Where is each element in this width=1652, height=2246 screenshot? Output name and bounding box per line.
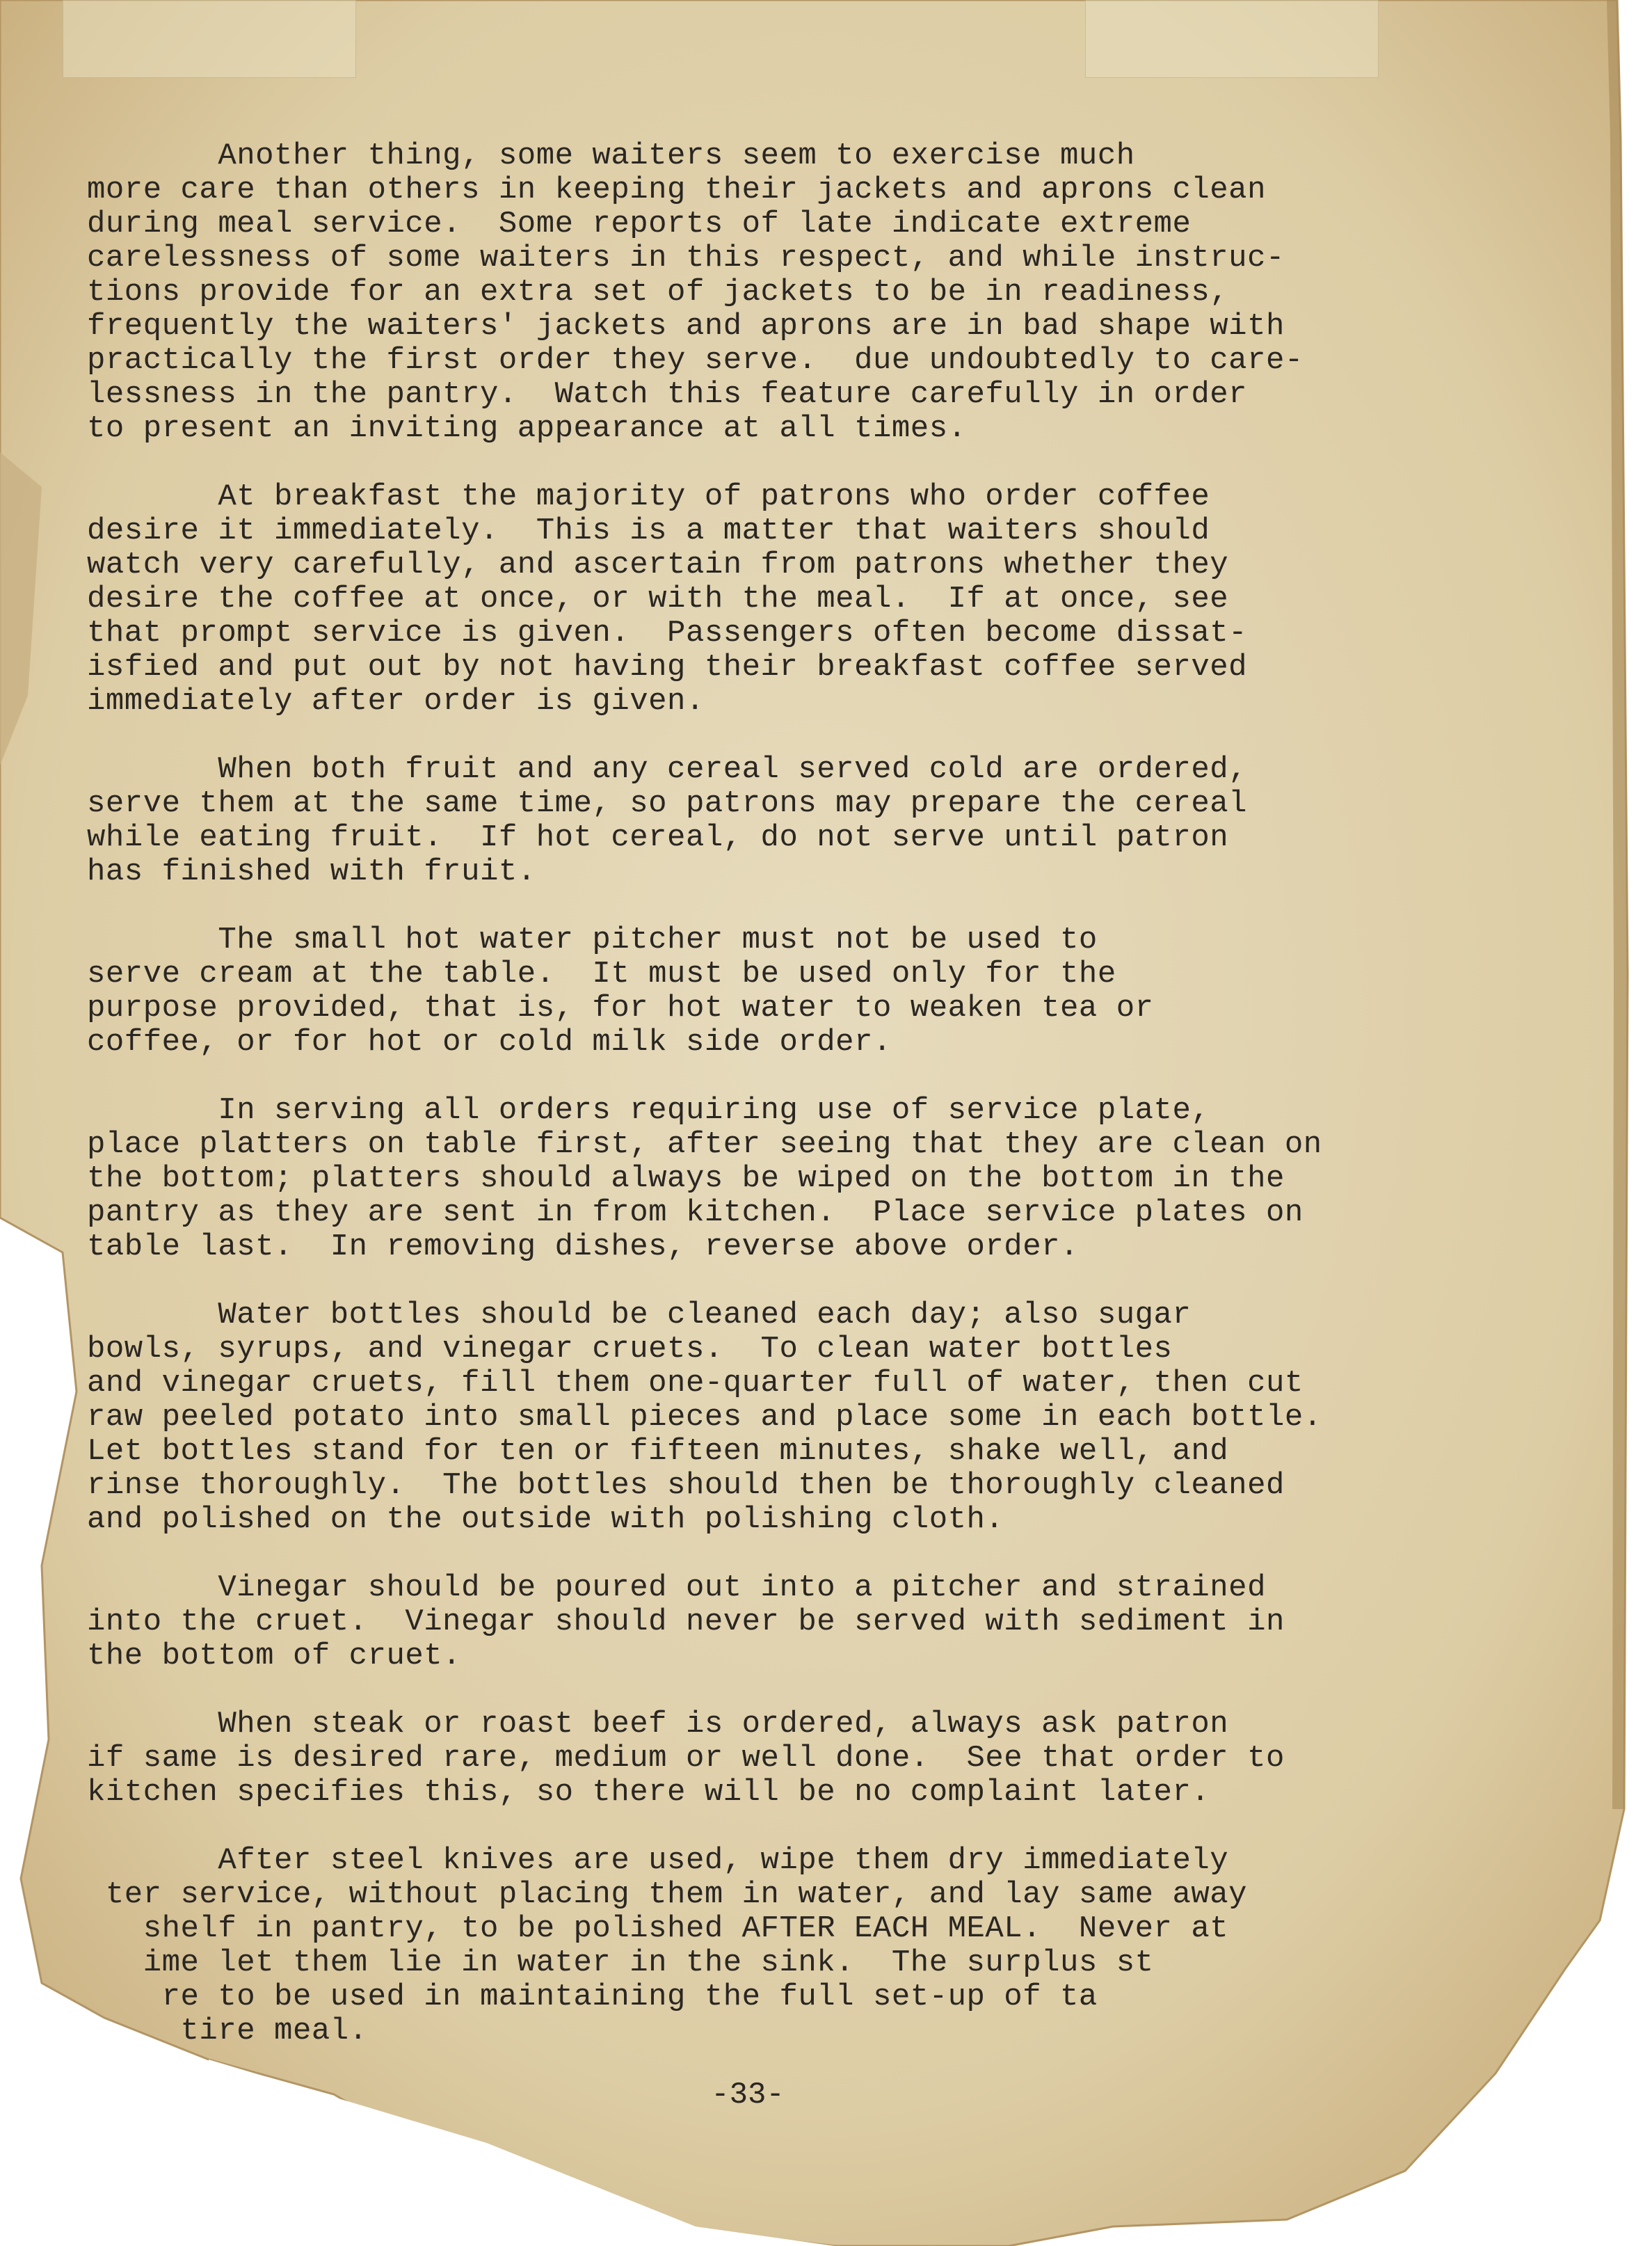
- text-line: and polished on the outside with polishing cloth.: [87, 1502, 1004, 1537]
- text-line: pantry as they are sent in from kitchen. Place service plates on: [87, 1195, 1304, 1230]
- text-line: lessness in the pantry. Watch this feature carefully in order: [87, 377, 1248, 412]
- text-line: kitchen specifies this, so there will be no complaint later.: [87, 1775, 1210, 1810]
- text-line: during meal service. Some reports of late indicate extreme: [87, 207, 1192, 241]
- paragraph: [87, 1571, 1485, 1673]
- paragraph: [87, 1707, 1485, 1810]
- text-line: When steak or roast beef is ordered, always ask patron: [87, 1707, 1229, 1742]
- text-line: place platters on table first, after seeing that they are clean on: [87, 1127, 1322, 1162]
- text-line: that prompt service is given. Passengers often become dissat-: [87, 616, 1248, 651]
- text-line: Water bottles should be cleaned each day; also sugar: [87, 1298, 1192, 1332]
- text-line: watch very carefully, and ascertain from patrons whether they: [87, 548, 1229, 582]
- text-line: Vinegar should be poured out into a pitcher and strained: [87, 1570, 1266, 1605]
- typed-text-body: [87, 139, 1485, 2082]
- text-line: When both fruit and any cereal served cold are ordered,: [87, 752, 1248, 787]
- text-line: Let bottles stand for ten or fifteen minutes, shake well, and: [87, 1434, 1229, 1469]
- tape-strip-top-right: [1085, 0, 1379, 78]
- text-line: if same is desired rare, medium or well done. See that order to: [87, 1741, 1285, 1776]
- text-line: carelessness of some waiters in this respect, and while instruc-: [87, 241, 1285, 276]
- text-line: practically the first order they serve. due undoubtedly to care-: [87, 343, 1304, 378]
- paragraph: [87, 1298, 1485, 1537]
- text-line: into the cruet. Vinegar should never be served with sediment in: [87, 1604, 1285, 1639]
- paragraph: [87, 1844, 1485, 2048]
- text-line: Another thing, some waiters seem to exercise much: [87, 138, 1135, 173]
- text-line: desire the coffee at once, or with the meal. If at once, see: [87, 582, 1229, 616]
- paragraph: [87, 753, 1485, 889]
- tape-strip-top-left: [63, 0, 356, 78]
- text-line: coffee, or for hot or cold milk side order.: [87, 1025, 892, 1060]
- text-line: immediately after order is given.: [87, 684, 705, 719]
- page-number: -33-: [711, 2078, 785, 2112]
- text-line: the bottom; platters should always be wiped on the bottom in the: [87, 1161, 1285, 1196]
- text-line: The small hot water pitcher must not be used to: [87, 923, 1098, 957]
- text-line: rinse thoroughly. The bottles should then be thoroughly cleaned: [87, 1468, 1285, 1503]
- text-line: desire it immediately. This is a matter that waiters should: [87, 513, 1210, 548]
- text-line: table last. In removing dishes, reverse above order.: [87, 1229, 1079, 1264]
- text-line: while eating fruit. If hot cereal, do not serve until patron: [87, 820, 1229, 855]
- paragraph: [87, 480, 1485, 719]
- paragraph: [87, 1094, 1485, 1264]
- paragraph: [87, 923, 1485, 1060]
- text-line: tire meal.: [87, 2014, 368, 2048]
- text-line: tions provide for an extra set of jackets to be in readiness,: [87, 275, 1229, 310]
- text-line: raw peeled potato into small pieces and place some in each bottle.: [87, 1400, 1322, 1435]
- text-line: ime let them lie in water in the sink. The surplus st: [87, 1945, 1154, 1980]
- text-line: After steel knives are used, wipe them dry immediately: [87, 1843, 1229, 1878]
- text-line: bowls, syrups, and vinegar cruets. To clean water bottles: [87, 1332, 1173, 1367]
- text-line: the bottom of cruet.: [87, 1639, 462, 1673]
- paragraph: [87, 139, 1485, 446]
- text-line: and vinegar cruets, fill them one-quarter full of water, then cut: [87, 1366, 1304, 1401]
- text-line: serve them at the same time, so patrons may prepare the cereal: [87, 786, 1248, 821]
- text-line: more care than others in keeping their jackets and aprons clean: [87, 173, 1266, 207]
- text-line: re to be used in maintaining the full set-up of ta: [87, 1980, 1098, 2014]
- text-line: isfied and put out by not having their breakfast coffee served: [87, 650, 1248, 685]
- text-line: At breakfast the majority of patrons who order coffee: [87, 479, 1210, 514]
- text-line: to present an inviting appearance at all times.: [87, 411, 967, 446]
- text-line: has finished with fruit.: [87, 854, 536, 889]
- text-line: In serving all orders requiring use of service plate,: [87, 1093, 1210, 1128]
- text-line: frequently the waiters' jackets and aprons are in bad shape with: [87, 309, 1285, 344]
- text-line: purpose provided, that is, for hot water to weaken tea or: [87, 991, 1154, 1026]
- text-line: ter service, without placing them in water, and lay same away: [87, 1877, 1248, 1912]
- text-line: shelf in pantry, to be polished AFTER EACH MEAL. Never at: [87, 1911, 1229, 1946]
- text-line: serve cream at the table. It must be used only for the: [87, 957, 1116, 991]
